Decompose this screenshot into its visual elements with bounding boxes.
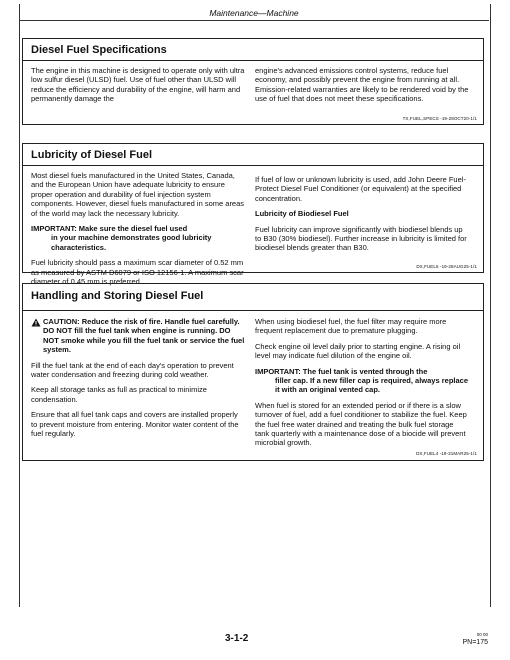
left-column — [31, 171, 245, 292]
paragraph: Fill the fuel tank at the end of each day's operation to prevent water condensation and freezing during cold weather. — [31, 360, 234, 380]
footer-pn: PN=175 — [462, 639, 488, 646]
left-column — [31, 317, 245, 444]
reference-code: TX,FUEL,SPECS -19-28OCT20-1/1 — [402, 116, 477, 121]
paragraph: When fuel is stored for an extended period or if there is a slow turnover of fuel, add a fuel conditioner to stabilize the fuel. Keep the fuel free water drained and treating the bulk fuel storage tank quarterly with a maintenance dose of a biocide will prevent microbial growth. — [255, 400, 467, 448]
important-line1: The fuel tank is vented through the — [302, 366, 428, 376]
left-column — [31, 66, 245, 110]
right-column — [255, 66, 469, 110]
section-title: Handling and Storing Diesel Fuel — [23, 284, 483, 311]
section-title: Diesel Fuel Specifications — [23, 39, 483, 61]
important-note — [255, 367, 469, 395]
paragraph: Most diesel fuels manufactured in the United States, Canada, and the European Union have adequate lubricity to ensure proper operation and durability of fuel injection system components. However, diesel fuels manufactured in some areas of the world may lack the necessary lubricity. — [31, 171, 245, 218]
footer-code: 00 00 — [476, 632, 488, 637]
important-label: IMPORTANT: — [31, 224, 77, 234]
right-column — [255, 317, 469, 454]
paragraph: When using biodiesel fuel, the fuel filter may require more frequent replacement due to premature plugging. — [255, 317, 447, 336]
important-note — [31, 224, 245, 252]
caution-text: CAUTION: Reduce the risk of fire. Handle fuel carefully. DO NOT fill the fuel tank when engine is running. DO NOT smoke while you fill the fuel tank or service the fuel system. — [43, 317, 245, 355]
paragraph: Fuel lubricity should pass a maximum scar diameter of 0.52 mm as measured by ASTM D6079 or ISO 12156-1. A maximum scar diameter of 0.45 mm is preferred. — [31, 258, 244, 287]
important-rest: in your machine demonstrates good lubricity characteristics. — [51, 233, 212, 252]
reference-code: DX,FUEL5 -19-28AUG25-1/1 — [416, 264, 477, 269]
reference-code: DX,FUEL4 -19-31MAR25-1/1 — [416, 451, 477, 456]
warning-triangle-icon — [31, 318, 41, 327]
paragraph: The engine in this machine is designed to operate only with ultra low sulfur diesel (ULSD) fuel. Use of fuel other than ULSD will reduce the efficiency and durability of the engine, will harm and permanently damage the — [31, 66, 245, 104]
section-title: Lubricity of Diesel Fuel — [23, 144, 483, 166]
section-lubricity-of-diesel-fuel — [22, 143, 484, 287]
paragraph: Ensure that all fuel tank caps and covers are installed properly to prevent moisture from entering. Monitor water content of the fuel regularly. — [31, 410, 239, 439]
paragraph: Fuel lubricity can improve significantly with biodiesel blends up to B30 (30% biodiesel). Further increase in lubricity is limited for biodiesel blends greater than B30. — [255, 224, 467, 253]
caution-note — [31, 317, 245, 355]
paragraph: If fuel of low or unknown lubricity is used, add John Deere Fuel-Protect Diesel Fuel Conditioner (or equivalent) at the specified concentration. — [255, 175, 466, 203]
section-handling-and-storing-diesel-fuel — [22, 283, 484, 461]
section-diesel-fuel-specifications — [22, 38, 484, 125]
important-rest: filler cap. If a new filler cap is required, always replace it with an original vented cap. — [275, 376, 469, 395]
paragraph: Keep all storage tanks as full as practical to minimize condensation. — [31, 385, 207, 404]
important-label: IMPORTANT: — [255, 366, 301, 376]
subheading: Lubricity of Biodiesel Fuel — [255, 209, 349, 219]
page-number: 3-1-2 — [225, 633, 249, 644]
paragraph: engine's advanced emissions control systems, reduce fuel economy, and possibly prevent the engine from running at all. Emission-related warranties are likely to be rendered void by the use of fuel that does not meet these specifications. — [255, 66, 469, 104]
page-header: Maintenance—Machine — [209, 8, 299, 18]
right-column — [255, 175, 469, 259]
important-line1: Make sure the diesel fuel used — [78, 224, 188, 234]
paragraph: Check engine oil level daily prior to starting engine. A rising oil level may indicate fuel dilution of the engine oil. — [255, 341, 461, 361]
header-rule — [19, 20, 489, 21]
